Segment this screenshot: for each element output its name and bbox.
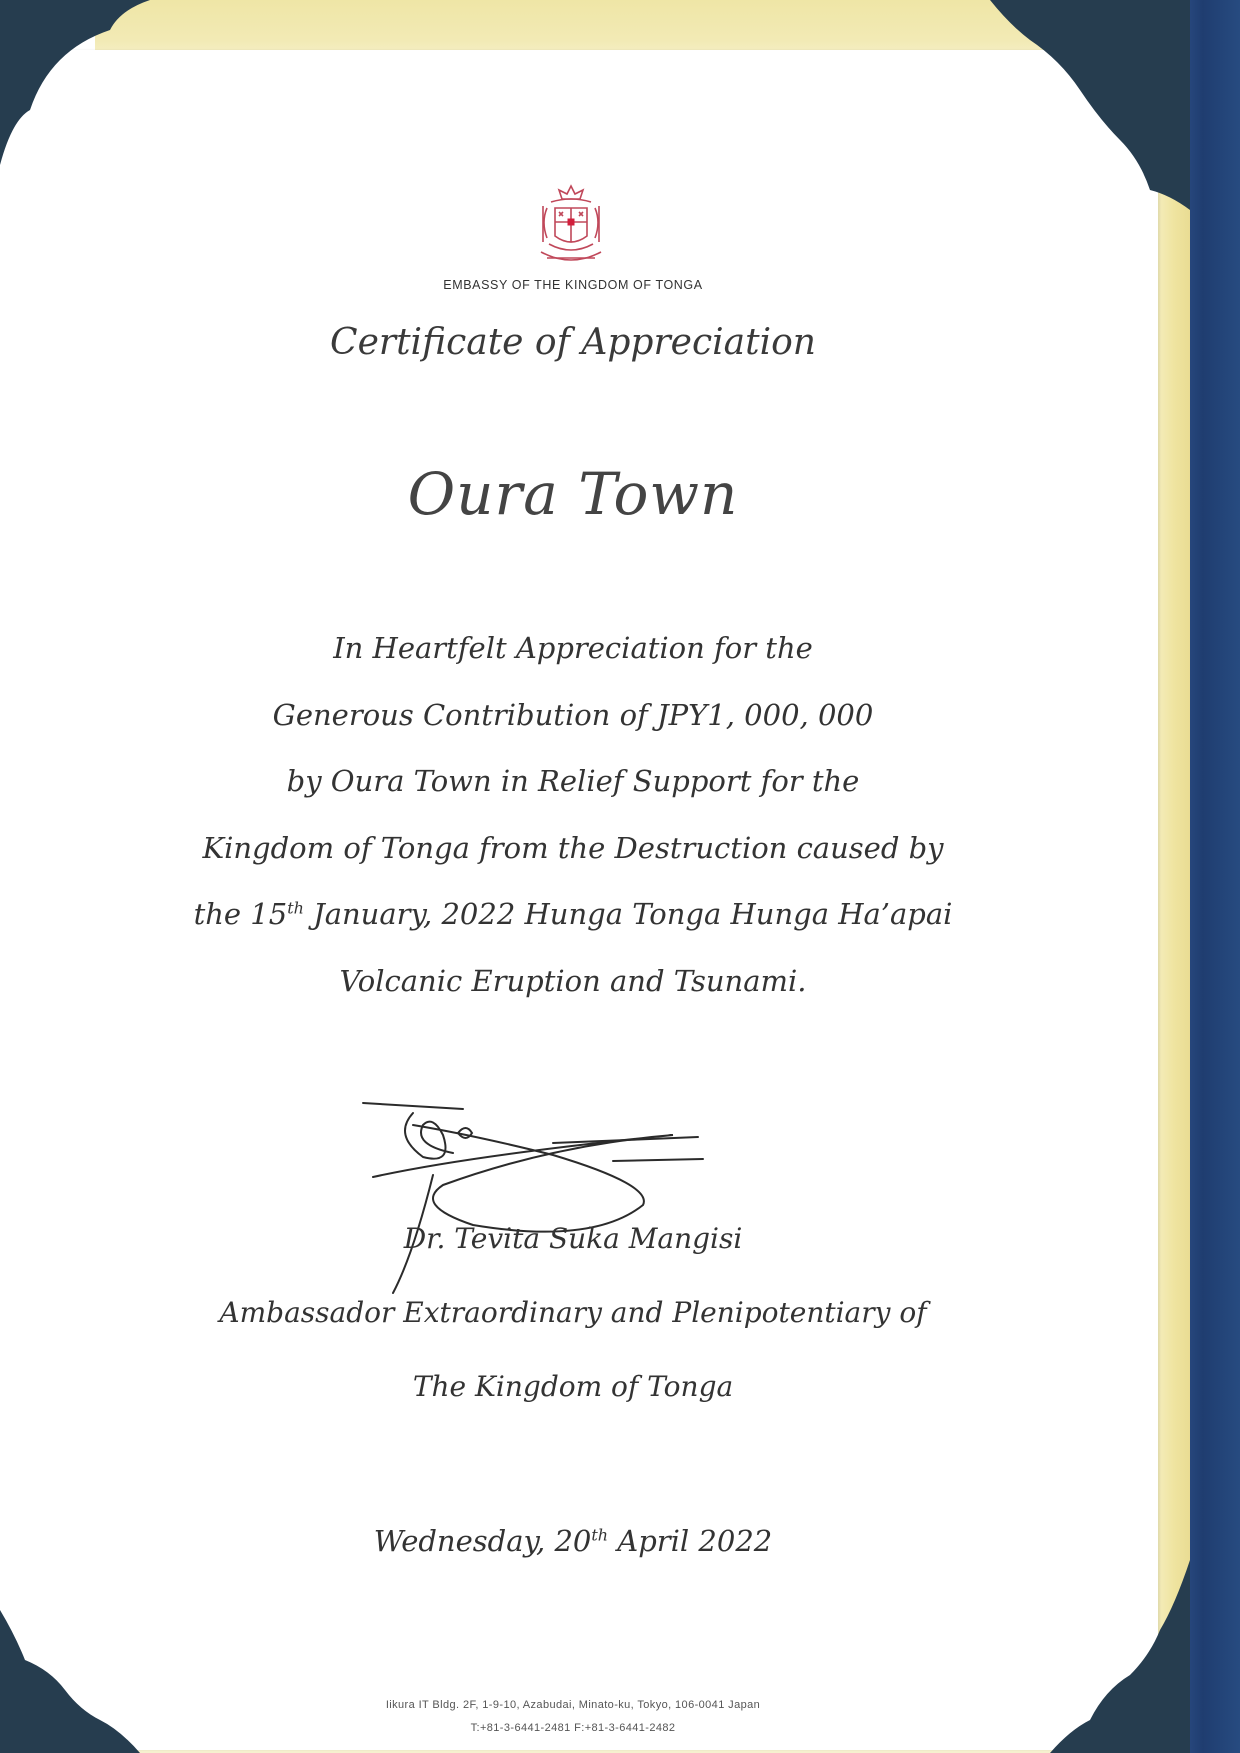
body-line-4: Kingdom of Tonga from the Destruction caused by: [202, 831, 944, 865]
corner-holder-bottom-left: [0, 1610, 140, 1753]
corner-holder-top-right: [990, 0, 1190, 210]
issue-date: Wednesday, 20th April 2022: [373, 1524, 773, 1558]
certificate-title: Certificate of Appreciation: [330, 322, 816, 363]
body-line-6: Volcanic Eruption and Tsunami.: [339, 964, 807, 998]
certificate-paper: [8, 50, 1158, 1750]
body-line-1: In Heartfelt Appreciation for the: [333, 631, 813, 665]
footer-address: Iikura IT Bldg. 2F, 1-9-10, Azabudai, Minato-ku, Tokyo, 106-0041 Japan: [385, 1699, 761, 1711]
recipient-name: Oura Town: [407, 460, 739, 528]
signer-position-line-1: Ambassador Extraordinary and Plenipotentiary of: [219, 1296, 927, 1329]
coat-of-arms-icon: [533, 182, 609, 274]
corner-holder-bottom-right: [1050, 1560, 1190, 1753]
footer-contact: T:+81-3-6441-2481 F:+81-3-6441-2482: [470, 1722, 676, 1734]
embassy-name: EMBASSY OF THE KINGDOM OF TONGA: [443, 278, 703, 292]
body-line-3: by Oura Town in Relief Support for the: [286, 764, 860, 798]
corner-holder-top-left: [0, 0, 150, 165]
body-line-5: the 15th January, 2022 Hunga Tonga Hunga Ha’apai: [193, 897, 953, 931]
signer-name: Dr. Tevita Suka Mangisi: [403, 1222, 743, 1255]
signer-position-line-2: The Kingdom of Tonga: [412, 1370, 734, 1403]
signature-mark: [353, 1095, 753, 1295]
body-line-2: Generous Contribution of JPY1, 000, 000: [272, 698, 874, 732]
